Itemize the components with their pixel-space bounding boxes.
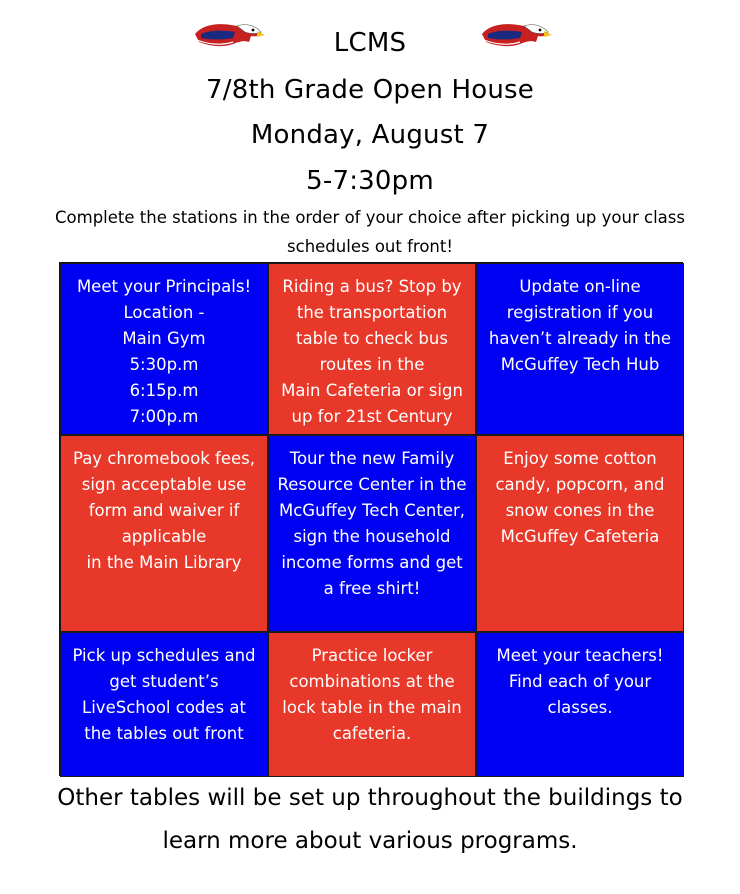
- station-cell: [476, 632, 684, 777]
- station-text: 5:30p.m: [129, 355, 199, 374]
- station-text: Pay chromebook fees, sign acceptable use form and waiver if applicable: [72, 449, 255, 546]
- station-cell: [268, 263, 476, 435]
- event-time: 5-7:30pm: [306, 166, 434, 196]
- stations-grid: [59, 262, 683, 776]
- station-cell: [60, 435, 268, 632]
- station-text: 6:15p.m: [129, 381, 199, 400]
- station-text: Main Cafeteria or sign up for 21st Century: [281, 381, 463, 426]
- station-cell: [60, 263, 268, 435]
- station-text: Meet your Principals!: [76, 277, 252, 296]
- station-text: 7:00p.m: [129, 407, 199, 426]
- station-cell: [268, 435, 476, 632]
- station-text: Update on-line registration if you haven’t already in the McGuffey Tech Hub: [488, 277, 672, 374]
- station-text: Pick up schedules and get student’s LiveSchool codes at the tables out front: [72, 646, 256, 743]
- station-text: Tour the new Family Resource Center in the McGuffey Tech Center, sign the household income forms and get a free shirt!: [277, 449, 467, 598]
- footer-text: Other tables will be set up throughout the buildings to learn more about various programs.: [57, 785, 683, 854]
- station-text: Enjoy some cotton candy, popcorn, and snow cones in the McGuffey Cafeteria: [495, 449, 665, 546]
- station-cell: [476, 263, 684, 435]
- school-name: LCMS: [333, 28, 407, 58]
- station-text: Main Gym: [122, 329, 206, 348]
- station-cell: [268, 632, 476, 777]
- station-text: Location -: [123, 303, 205, 322]
- intro-text: Complete the stations in the order of your choice after picking up your class schedules out front!: [55, 208, 685, 256]
- station-text: Practice locker combinations at the lock table in the main cafeteria.: [282, 646, 462, 743]
- event-date: Monday, August 7: [250, 120, 490, 150]
- station-cell: [60, 632, 268, 777]
- station-text: in the Main Library: [86, 553, 242, 572]
- event-title: 7/8th Grade Open House: [206, 75, 534, 105]
- station-cell: [476, 435, 684, 632]
- station-text: Riding a bus? Stop by the transportation table to check bus routes in the: [282, 277, 462, 374]
- station-text: Meet your teachers! Find each of your classes.: [496, 646, 664, 717]
